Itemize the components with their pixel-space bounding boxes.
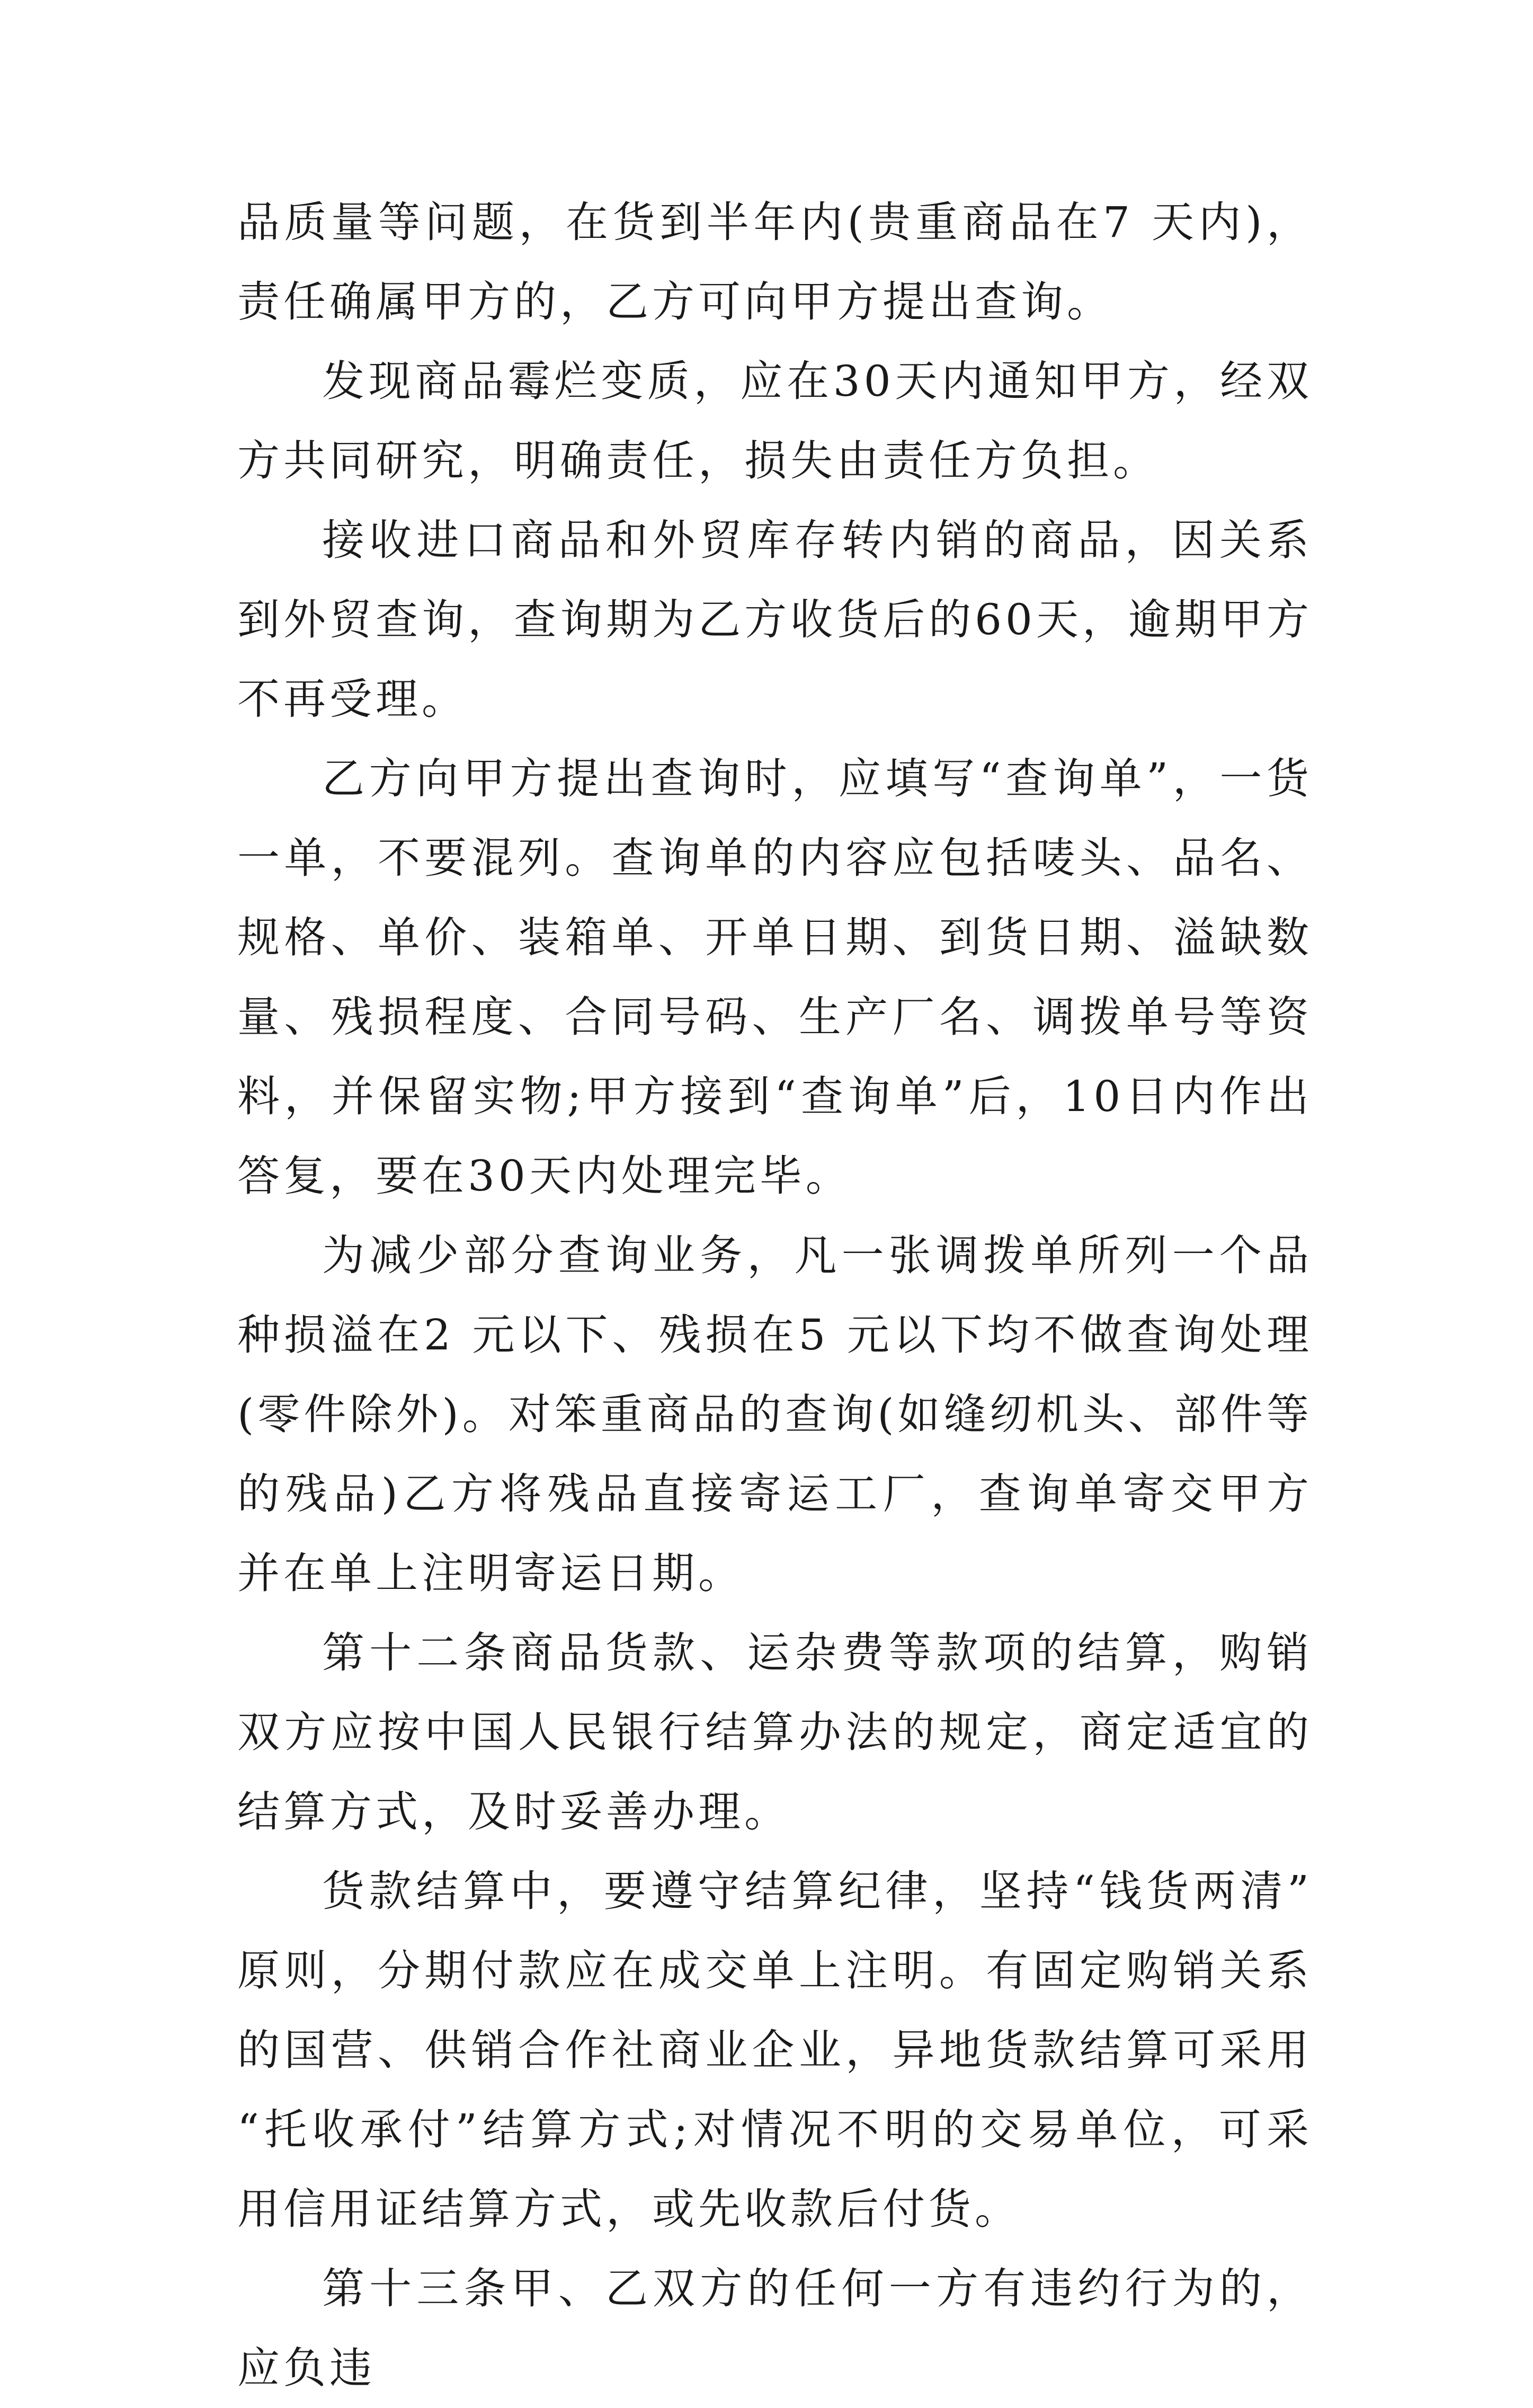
paragraph-8: 第十三条甲、乙双方的任何一方有违约行为的，应负违	[237, 2264, 1313, 2393]
paragraph-6: 第十二条商品货款、运杂费等款项的结算，购销双方应按中国人民银行结算办法的规定，商定适宜的结算方式，及时妥善办理。	[237, 1628, 1313, 1836]
paragraph-2: 发现商品霉烂变质，应在30天内通知甲方，经双方共同研究，明确责任，损失由责任方负担。	[237, 357, 1313, 485]
document-body	[237, 183, 1313, 2408]
paragraph-4: 乙方向甲方提出查询时，应填写“查询单”，一货一单，不要混列。查询单的内容应包括唛头、品名、规格、单价、装箱单、开单日期、到货日期、溢缺数量、残损程度、合同号码、生产厂名、调拨单号等资料，并保留实物;甲方接到“查询单”后，10日内作出答复，要在30天内处理完毕。	[237, 754, 1313, 1201]
paragraph-5: 为减少部分查询业务，凡一张调拨单所列一个品种损溢在2 元以下、残损在5 元以下均不做查询处理(零件除外)。对笨重商品的查询(如缝纫机头、部件等的残品)乙方将残品直接寄运工厂，查询单寄交甲方并在单上注明寄运日期。	[237, 1231, 1313, 1598]
paragraph-1: 品质量等问题，在货到半年内(贵重商品在7 天内)，责任确属甲方的，乙方可向甲方提出查询。	[237, 198, 1313, 326]
paragraph-7: 货款结算中，要遵守结算纪律，坚持“钱货两清”原则，分期付款应在成交单上注明。有固定购销关系的国营、供销合作社商业企业，异地货款结算可采用“托收承付”结算方式;对情况不明的交易单位，可采用信用证结算方式，或先收款后付货。	[237, 1867, 1313, 2234]
paragraph-3: 接收进口商品和外贸库存转内销的商品，因关系到外贸查询，查询期为乙方收货后的60天，逾期甲方不再受理。	[237, 516, 1313, 724]
